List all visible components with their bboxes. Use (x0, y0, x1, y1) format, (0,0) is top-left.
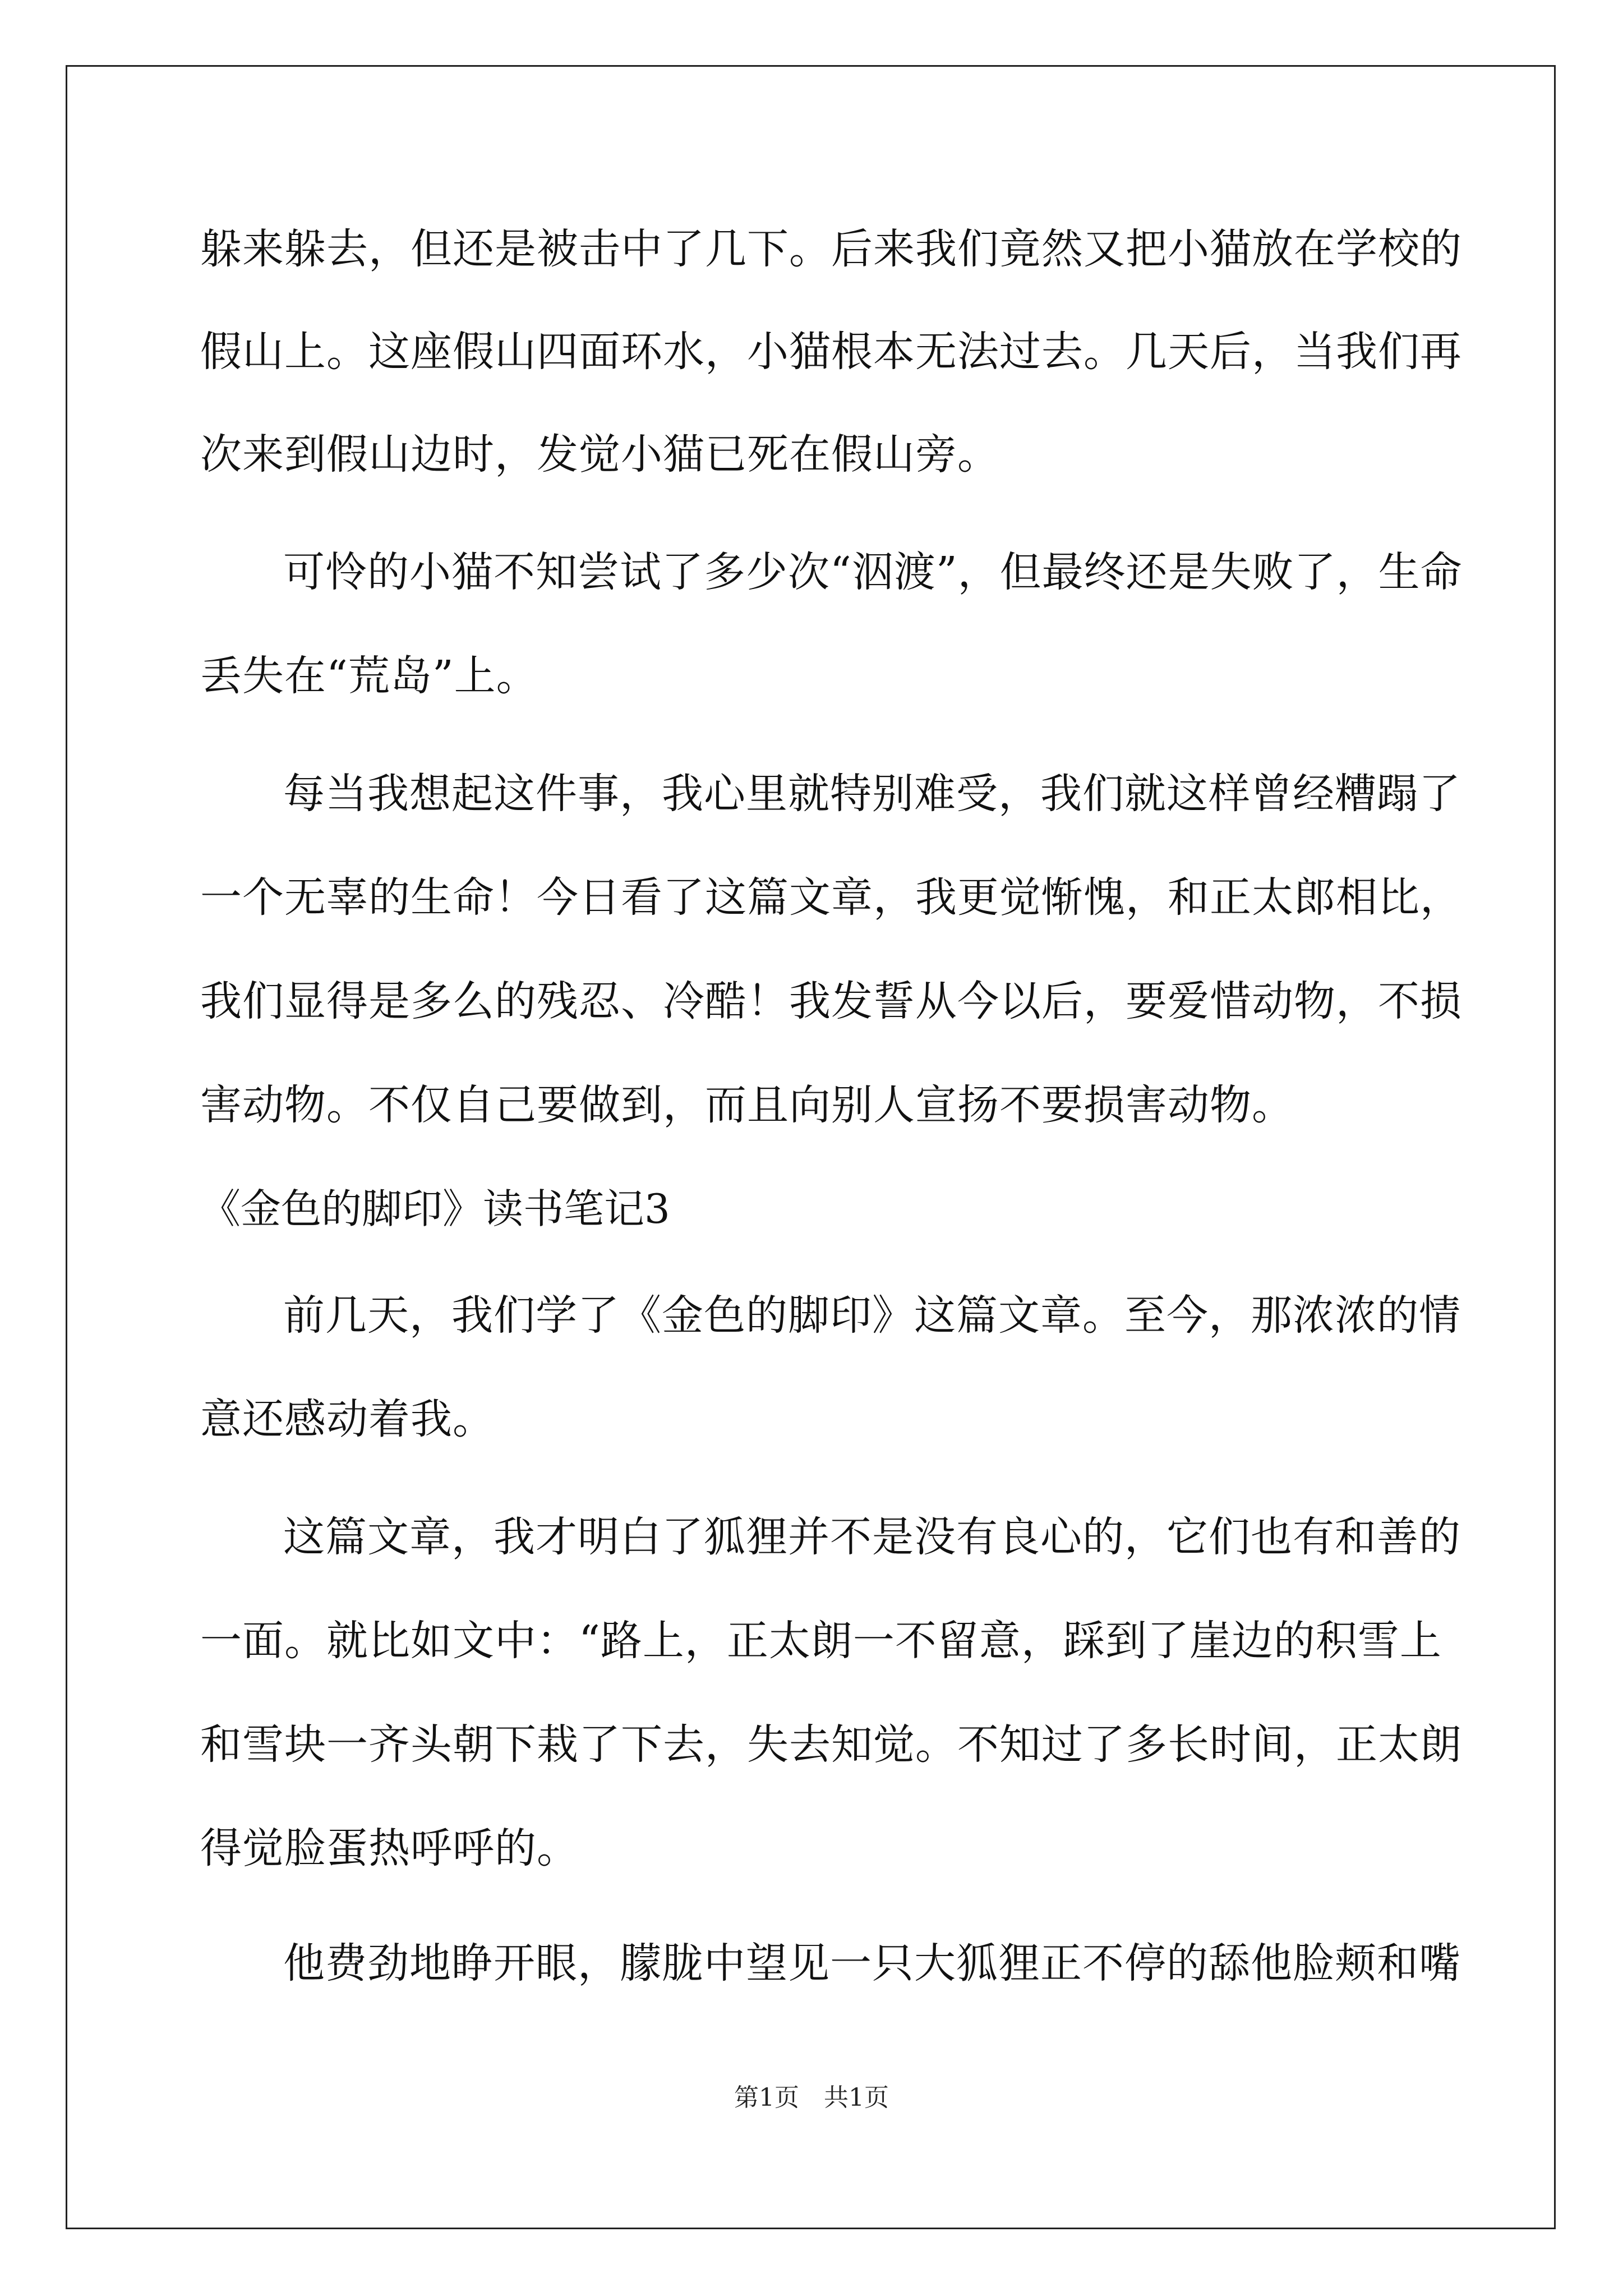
text-line: 我们显得是多么的残忍、冷酷！我发誓从今以后，要爱惜动物，不损 (200, 977, 1462, 1025)
text-line: 假山上。这座假山四面环水，小猫根本无法过去。几天后，当我们再 (200, 328, 1462, 376)
text-line: 得觉脸蛋热呼呼的。 (200, 1824, 579, 1872)
paragraph-start: 他费劲地睁开眼，朦胧中望见一只大狐狸正不停的舔他脸颊和嘴 (283, 1939, 1461, 1987)
paragraph-start: 可怜的小猫不知尝试了多少次“泅渡”，但最终还是失败了，生命 (283, 548, 1463, 596)
paragraph-start: 前几天，我们学了《金色的脚印》这篇文章。至今，那浓浓的情 (283, 1291, 1461, 1340)
text-line: 丢失在“荒岛”上。 (200, 652, 538, 700)
text-line: 和雪块一齐头朝下栽了下去，失去知觉。不知过了多长时间，正太朗 (200, 1720, 1462, 1769)
text-line: 一个无辜的生命！今日看了这篇文章，我更觉惭愧，和正太郎相比， (200, 873, 1462, 922)
text-line: 害动物。不仅自己要做到，而且向别人宣扬不要损害动物。 (200, 1081, 1294, 1129)
section-heading: 《金色的脚印》读书笔记3 (200, 1185, 670, 1232)
page-footer: 第1页 共1页 (734, 2083, 889, 2112)
page-frame (66, 65, 1556, 2229)
text-line: 次来到假山边时，发觉小猫已死在假山旁。 (200, 430, 999, 478)
paragraph-start: 这篇文章，我才明白了狐狸并不是没有良心的，它们也有和善的 (283, 1513, 1461, 1561)
text-line: 躲来躲去，但还是被击中了几下。后来我们竟然又把小猫放在学校的 (200, 225, 1462, 273)
paragraph-start: 每当我想起这件事，我心里就特别难受，我们就这样曾经糟蹋了 (283, 770, 1461, 818)
text-line: 意还感动着我。 (200, 1395, 495, 1443)
text-line: 一面。就比如文中：“路上，正太朗一不留意，踩到了崖边的积雪上 (200, 1617, 1442, 1665)
